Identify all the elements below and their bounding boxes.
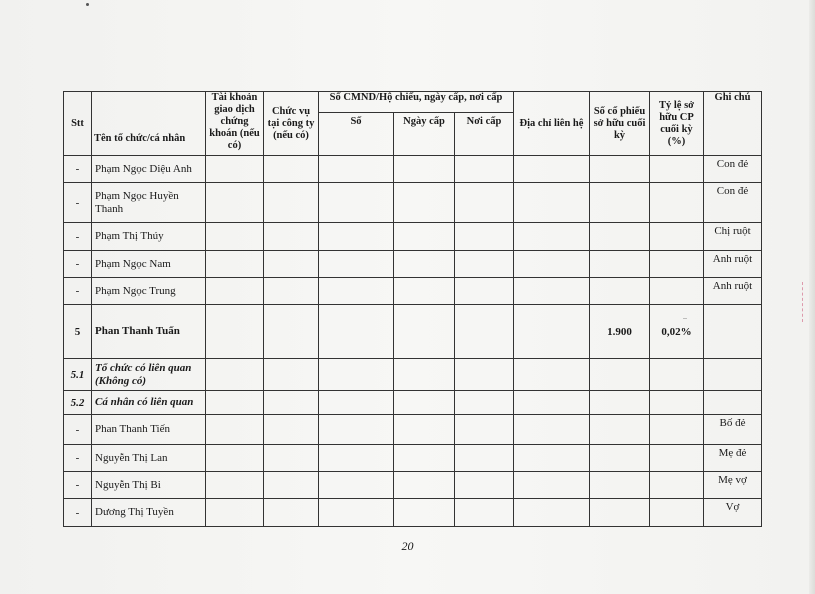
name-cell: Cá nhân có liên quan (92, 391, 206, 415)
col-header-account: Tài khoản giao dịch chứng khoán (nếu có) (206, 92, 264, 156)
table-row (64, 415, 762, 445)
col-header-address: Địa chỉ liên hệ (514, 92, 590, 156)
name-cell: Phan Thanh Tiến (92, 415, 206, 445)
stt-cell: - (64, 278, 92, 305)
note-cell (704, 359, 762, 391)
note-cell: Bố đẻ (704, 415, 762, 445)
stt-cell: - (64, 223, 92, 251)
stamp-mark (802, 282, 813, 322)
table-row (64, 391, 762, 415)
table-row (64, 278, 762, 305)
table-row (64, 359, 762, 391)
name-cell: Tổ chức có liên quan (Không có) (92, 359, 206, 391)
note-cell: Mẹ đẻ (704, 445, 762, 472)
col-header-issue-place: Nơi cấp (455, 113, 514, 156)
name-cell: Phạm Ngọc Trung (92, 278, 206, 305)
col-header-note: Ghi chú (704, 92, 762, 156)
stt-cell: - (64, 499, 92, 527)
note-cell: Con đẻ (704, 183, 762, 223)
note-cell: Con đẻ (704, 156, 762, 183)
table-row (64, 472, 762, 499)
table-row (64, 183, 762, 223)
col-header-position: Chức vụ tại công ty (nếu có) (264, 92, 319, 156)
name-cell: Phạm Ngọc Diệu Anh (92, 156, 206, 183)
scan-speck (86, 3, 89, 6)
col-header-id-number: Số (319, 113, 394, 156)
col-header-issue-date: Ngày cấp (394, 113, 455, 156)
page-number: 20 (401, 539, 414, 553)
stt-cell: - (64, 472, 92, 499)
col-header-id-group: Số CMND/Hộ chiếu, ngày cấp, nơi cấp (319, 92, 514, 113)
note-cell: Mẹ vợ (704, 472, 762, 499)
stt-cell: - (64, 415, 92, 445)
stt-cell: 5 (64, 305, 92, 359)
note-cell: Anh ruột (704, 278, 762, 305)
name-cell: Nguyễn Thị Lan (92, 445, 206, 472)
note-cell (704, 391, 762, 415)
col-header-name: Tên tổ chức/cá nhân (92, 92, 206, 156)
shares-cell: 1.900 (590, 305, 650, 359)
note-cell: Vợ (704, 499, 762, 527)
table-row (64, 156, 762, 183)
col-header-ratio: Tỷ lệ sở hữu CP cuối kỳ (%) (650, 92, 704, 156)
stt-cell: - (64, 183, 92, 223)
ratio-cell: 0,02% (650, 305, 704, 359)
name-cell: Phạm Ngọc Huyền Thanh (92, 183, 206, 223)
stt-cell: - (64, 251, 92, 278)
stt-cell: - (64, 445, 92, 472)
stt-cell: - (64, 156, 92, 183)
table-row (64, 223, 762, 251)
table-row (64, 445, 762, 472)
related-persons-table (63, 91, 762, 527)
table-row (64, 251, 762, 278)
stt-cell: 5.1 (64, 359, 92, 391)
scan-mark: .. (683, 312, 687, 321)
col-header-stt: Stt (64, 92, 92, 156)
name-cell: Phạm Ngọc Nam (92, 251, 206, 278)
table-row (64, 305, 762, 359)
name-cell: Phan Thanh Tuấn (92, 305, 206, 359)
note-cell (704, 305, 762, 359)
name-cell: Dương Thị Tuyền (92, 499, 206, 527)
stt-cell: 5.2 (64, 391, 92, 415)
name-cell: Nguyễn Thị Bi (92, 472, 206, 499)
note-cell: Anh ruột (704, 251, 762, 278)
note-cell: Chị ruột (704, 223, 762, 251)
col-header-shares: Số cổ phiếu sở hữu cuối kỳ (590, 92, 650, 156)
name-cell: Phạm Thị Thúy (92, 223, 206, 251)
table-row (64, 499, 762, 527)
